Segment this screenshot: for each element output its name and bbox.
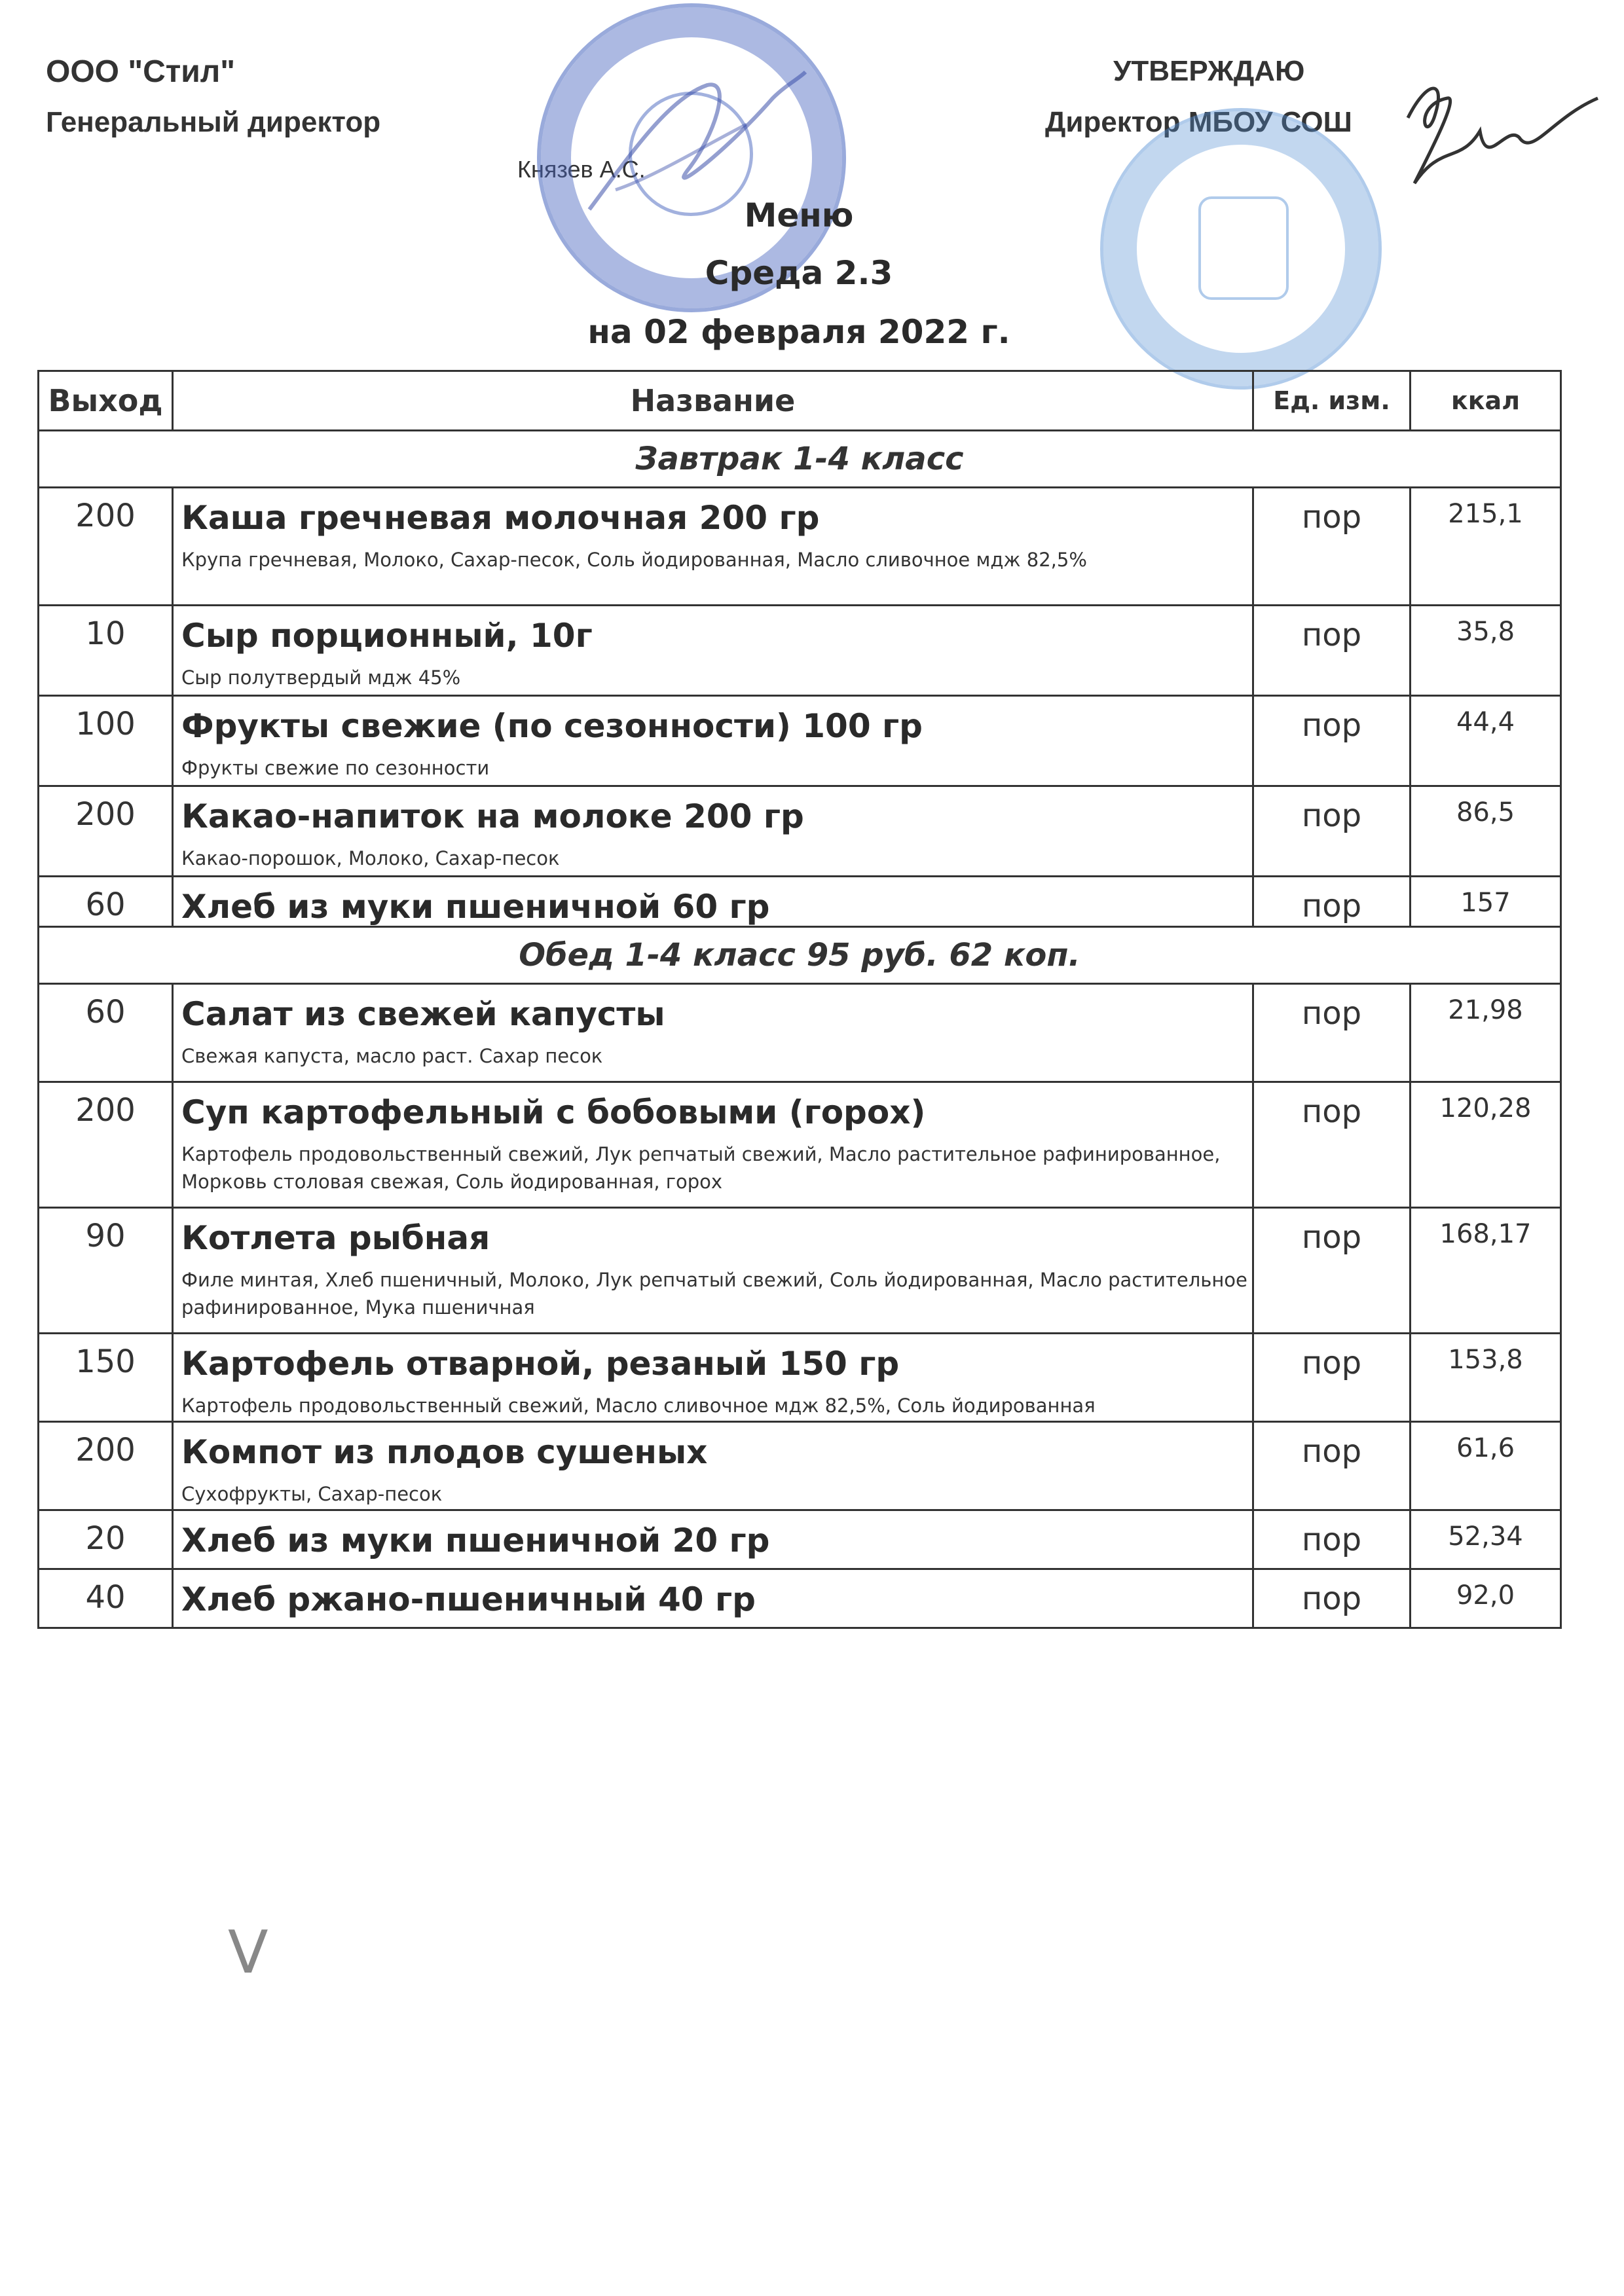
dish-name: Картофель отварной, резаный 150 гр: [181, 1345, 900, 1383]
kcal-cell: 52,34: [1411, 1510, 1561, 1569]
output-cell: 200: [39, 786, 173, 877]
name-cell: [173, 696, 1253, 786]
unit-cell: пор: [1253, 1334, 1411, 1422]
dish-name: Компот из плодов сушеных: [181, 1433, 708, 1471]
header-kcal: ккал: [1411, 371, 1561, 431]
dish-name: Котлета рыбная: [181, 1219, 490, 1257]
kcal-cell: 120,28: [1411, 1082, 1561, 1208]
unit-cell: пор: [1253, 1082, 1411, 1208]
table-row: [39, 488, 1561, 606]
name-cell: [173, 786, 1253, 877]
table-row: [39, 1422, 1561, 1510]
kcal-cell: 153,8: [1411, 1334, 1561, 1422]
kcal-cell: 215,1: [1411, 488, 1561, 606]
output-cell: 60: [39, 984, 173, 1082]
table-row: [39, 1510, 1561, 1569]
name-cell: [173, 1422, 1253, 1510]
kcal-cell: 21,98: [1411, 984, 1561, 1082]
table-row: [39, 1334, 1561, 1422]
kcal-cell: 44,4: [1411, 696, 1561, 786]
dish-ingredients: Крупа гречневая, Молоко, Сахар-песок, Соль йодированная, Масло сливочное мдж 82,5%: [181, 549, 1087, 571]
table-row: [39, 606, 1561, 696]
company-name: ООО "Стил": [46, 54, 236, 89]
menu-table: [37, 370, 1562, 1629]
unit-cell: пор: [1253, 696, 1411, 786]
output-cell: 90: [39, 1208, 173, 1334]
output-cell: 200: [39, 1082, 173, 1208]
approve-label: УТВЕРЖДАЮ: [1113, 55, 1305, 87]
output-cell: 60: [39, 877, 173, 927]
menu-title: Меню: [744, 196, 854, 234]
dish-ingredients: Какао-порошок, Молоко, Сахар-песок: [181, 847, 560, 869]
dish-name: Каша гречневая молочная 200 гр: [181, 499, 820, 537]
section-title: Обед 1-4 класс 95 руб. 62 коп.: [39, 927, 1561, 984]
kcal-cell: 35,8: [1411, 606, 1561, 696]
dish-ingredients: Фрукты свежие по сезонности: [181, 757, 490, 779]
header-name: Название: [173, 371, 1253, 431]
unit-cell: пор: [1253, 1208, 1411, 1334]
output-cell: 200: [39, 1422, 173, 1510]
table-row: [39, 877, 1561, 927]
output-cell: 10: [39, 606, 173, 696]
name-cell: [173, 1082, 1253, 1208]
name-cell: [173, 1208, 1253, 1334]
section-row-lunch: [39, 927, 1561, 984]
dish-name: Фрукты свежие (по сезонности) 100 гр: [181, 707, 923, 745]
general-director-label: Генеральный директор: [46, 106, 381, 138]
unit-cell: пор: [1253, 1569, 1411, 1628]
unit-cell: пор: [1253, 488, 1411, 606]
name-cell: [173, 877, 1253, 927]
table-row: [39, 1569, 1561, 1628]
dish-ingredients: Картофель продовольственный свежий, Лук репчатый свежий, Масло растительное рафинированное, Морковь столовая свежая, Соль йодированная, горох: [181, 1143, 1221, 1194]
dish-ingredients: Филе минтая, Хлеб пшеничный, Молоко, Лук репчатый свежий, Соль йодированная, Масло растительное рафинированное, Мука пшеничная: [181, 1269, 1247, 1319]
check-mark: V: [228, 1918, 268, 1987]
kcal-cell: 168,17: [1411, 1208, 1561, 1334]
table-row: [39, 1082, 1561, 1208]
dish-name: Хлеб из муки пшеничной 20 гр: [181, 1522, 770, 1559]
unit-cell: пор: [1253, 1422, 1411, 1510]
output-cell: 200: [39, 488, 173, 606]
dish-name: Хлеб ржано-пшеничный 40 гр: [181, 1580, 756, 1618]
name-cell: [173, 488, 1253, 606]
dish-ingredients: Свежая капуста, масло раст. Сахар песок: [181, 1045, 603, 1067]
right-signature: [1388, 65, 1604, 196]
table-row: [39, 696, 1561, 786]
dish-name: Хлеб из муки пшеничной 60 гр: [181, 888, 770, 926]
name-cell: [173, 984, 1253, 1082]
signer-name: Князев А.С.: [517, 156, 646, 183]
dish-name: Суп картофельный с бобовыми (горох): [181, 1093, 926, 1131]
name-cell: [173, 606, 1253, 696]
dish-name: Какао-напиток на молоке 200 гр: [181, 797, 804, 835]
unit-cell: пор: [1253, 1510, 1411, 1569]
table-header-row: [39, 371, 1561, 431]
kcal-cell: 86,5: [1411, 786, 1561, 877]
table-row: [39, 1208, 1561, 1334]
output-cell: 20: [39, 1510, 173, 1569]
unit-cell: пор: [1253, 786, 1411, 877]
table-row: [39, 984, 1561, 1082]
kcal-cell: 92,0: [1411, 1569, 1561, 1628]
dish-ingredients: Сухофрукты, Сахар-песок: [181, 1483, 443, 1505]
output-cell: 40: [39, 1569, 173, 1628]
dish-name: Сыр порционный, 10г: [181, 617, 593, 655]
dish-ingredients: Сыр полутвердый мдж 45%: [181, 666, 461, 689]
unit-cell: пор: [1253, 984, 1411, 1082]
section-row-breakfast: [39, 431, 1561, 488]
section-title: Завтрак 1-4 класс: [39, 431, 1561, 488]
dish-ingredients: Картофель продовольственный свежий, Масло сливочное мдж 82,5%, Соль йодированная: [181, 1394, 1096, 1417]
menu-day: Среда 2.3: [705, 254, 893, 292]
name-cell: [173, 1334, 1253, 1422]
name-cell: [173, 1510, 1253, 1569]
table-row: [39, 786, 1561, 877]
output-cell: 150: [39, 1334, 173, 1422]
output-cell: 100: [39, 696, 173, 786]
kcal-cell: 157: [1411, 877, 1561, 927]
unit-cell: пор: [1253, 606, 1411, 696]
name-cell: [173, 1569, 1253, 1628]
unit-cell: пор: [1253, 877, 1411, 927]
header-output: Выход: [39, 371, 173, 431]
dish-name: Салат из свежей капусты: [181, 995, 665, 1033]
kcal-cell: 61,6: [1411, 1422, 1561, 1510]
menu-date: на 02 февраля 2022 г.: [587, 313, 1010, 351]
header-unit: Ед. изм.: [1253, 371, 1411, 431]
school-director-label: Директор МБОУ СОШ: [1045, 106, 1352, 138]
